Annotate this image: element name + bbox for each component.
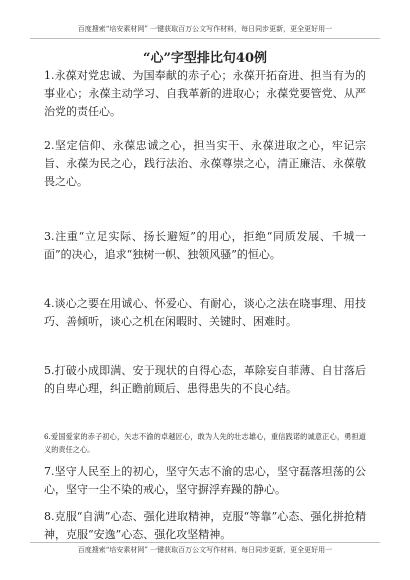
paragraph-3: 3.注重“立足实际、扬长避短”的用心，拒绝“同质发展、千城一面”的决心，追求“独树一帜、独领风骚”的恒心。 xyxy=(44,230,366,261)
paragraph-7: 7.坚守人民至上的初心，坚守矢志不渝的忠心，坚守磊落坦荡的公心，坚守一尘不染的戒心，坚守摒浮弃躁的静心。 xyxy=(44,465,366,496)
top-divider xyxy=(30,38,380,39)
paragraph-6: 6.爱国爱家的赤子初心，矢志不渝的卓越匠心，敢为人先的壮志雄心，重信践诺的诚意正心，勇担道义的责任之心。 xyxy=(44,432,366,454)
paragraph-5: 5.打破小成即满、安于现状的自得心态，革除妄自菲薄、自甘落后的自卑心理，纠正瞻前顾后、患得患失的不良心结。 xyxy=(44,364,366,395)
paragraph-1: 1.永葆对党忠诚、为国奉献的赤子心；永葆开拓奋进、担当有为的事业心；永葆主动学习、自我革新的进取心；永葆党要管党、从严治党的责任心。 xyxy=(44,69,366,118)
top-banner: 百度搜索“培安素材网” 一键获取百万公文写作材料，每日同步更新，更全更好用一 xyxy=(77,25,333,33)
paragraph-2: 2.坚定信仰、永葆忠诚之心，担当实干、永葆进取之心，牢记宗旨、永葆为民之心，践行法治、永葆尊崇之心，清正廉洁、永葆敬畏之心。 xyxy=(44,139,366,188)
bottom-divider xyxy=(30,542,380,543)
bottom-banner: 百度搜索“培安素材网” 一键获取百万公文写作材料，每日同步更新，更全更好用一 xyxy=(77,546,333,554)
document-title: “心”字型排比句40例 xyxy=(142,51,268,66)
paragraph-4: 4.谈心之要在用诚心、怀爱心、有耐心，谈心之法在晓事理、用技巧、善倾听，谈心之机在闲暇时、关键时、困难时。 xyxy=(44,297,366,328)
paragraph-8: 8.克服“自满”心态、强化进取精神，克服“等靠”心态、强化拼抢精神，克服“安逸”心态、强化攻坚精神。 xyxy=(44,510,366,541)
